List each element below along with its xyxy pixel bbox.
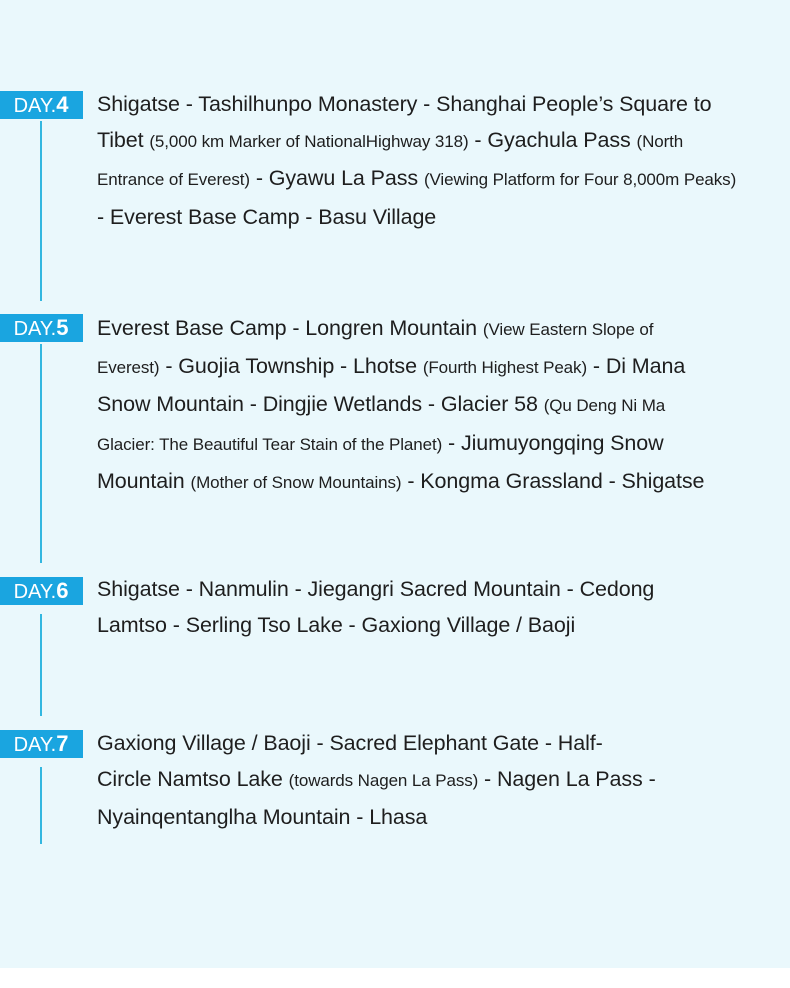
day-7-description xyxy=(97,725,657,836)
day-5-badge xyxy=(0,314,83,342)
timeline-line xyxy=(40,344,42,563)
route-note: (5,000 km Marker of NationalHighway 318) xyxy=(149,132,469,152)
route-note: (North Entrance of Everest) xyxy=(97,132,684,190)
day-6-description xyxy=(97,571,687,643)
route-note: (Qu Deng Ni Ma Glacier: The Beautiful Tear Stain of the Planet) xyxy=(97,396,666,454)
route-text: - Nagen La Pass - Nyainqentanglha Mountain - Lhasa xyxy=(97,767,656,830)
route-text: Shigatse - Nanmulin - Jiegangri Sacred Mountain - Cedong Lamtso - Serling Tso Lake - Gaxiong Village / Baoji xyxy=(97,577,655,638)
day-badge-prefix: DAY. xyxy=(13,95,57,117)
route-text: - Jiumuyongqing Snow Mountain xyxy=(97,430,664,493)
day-4-badge xyxy=(0,91,83,119)
route-text: - Kongma Grassland - Shigatse xyxy=(401,468,705,493)
route-text: Shigatse - Tashilhunpo Monastery - Shanghai People’s Square to Tibet xyxy=(97,92,712,153)
route-text: - Di Mana Snow Mountain - Dingjie Wetlands - Glacier 58 xyxy=(97,354,686,417)
route-note: (View Eastern Slope of Everest) xyxy=(97,320,654,378)
day-badge-prefix: DAY. xyxy=(13,318,57,340)
route-note: (Fourth Highest Peak) xyxy=(422,358,588,378)
route-text: - Guojia Township - Lhotse xyxy=(159,354,423,379)
route-note: (Viewing Platform for Four 8,000m Peaks) xyxy=(423,170,737,190)
day-badge-prefix: DAY. xyxy=(13,734,57,756)
day-badge-number: 6 xyxy=(56,578,69,603)
route-text: - Gyawu La Pass xyxy=(249,166,424,191)
day-badge-number: 7 xyxy=(56,731,69,756)
day-badge-number: 5 xyxy=(56,315,69,340)
day-6-badge xyxy=(0,577,83,605)
timeline-line xyxy=(40,614,42,716)
day-badge-prefix: DAY. xyxy=(13,581,57,603)
route-text: Gaxiong Village / Baoji - Sacred Elephant Gate - Half-Circle Namtso Lake xyxy=(97,731,603,792)
route-note: (Mother of Snow Mountains) xyxy=(190,472,402,492)
day-7-badge xyxy=(0,730,83,758)
timeline-line xyxy=(40,767,42,844)
timeline-line xyxy=(40,121,42,301)
day-4-description xyxy=(97,86,737,235)
route-text: Everest Base Camp - Longren Mountain xyxy=(97,316,483,340)
day-5-description xyxy=(97,310,713,501)
day-badge-number: 4 xyxy=(56,92,69,117)
route-note: (towards Nagen La Pass) xyxy=(288,771,479,791)
route-text: - Gyachula Pass xyxy=(468,128,637,153)
route-text: - Everest Base Camp - Basu Village xyxy=(97,204,437,229)
